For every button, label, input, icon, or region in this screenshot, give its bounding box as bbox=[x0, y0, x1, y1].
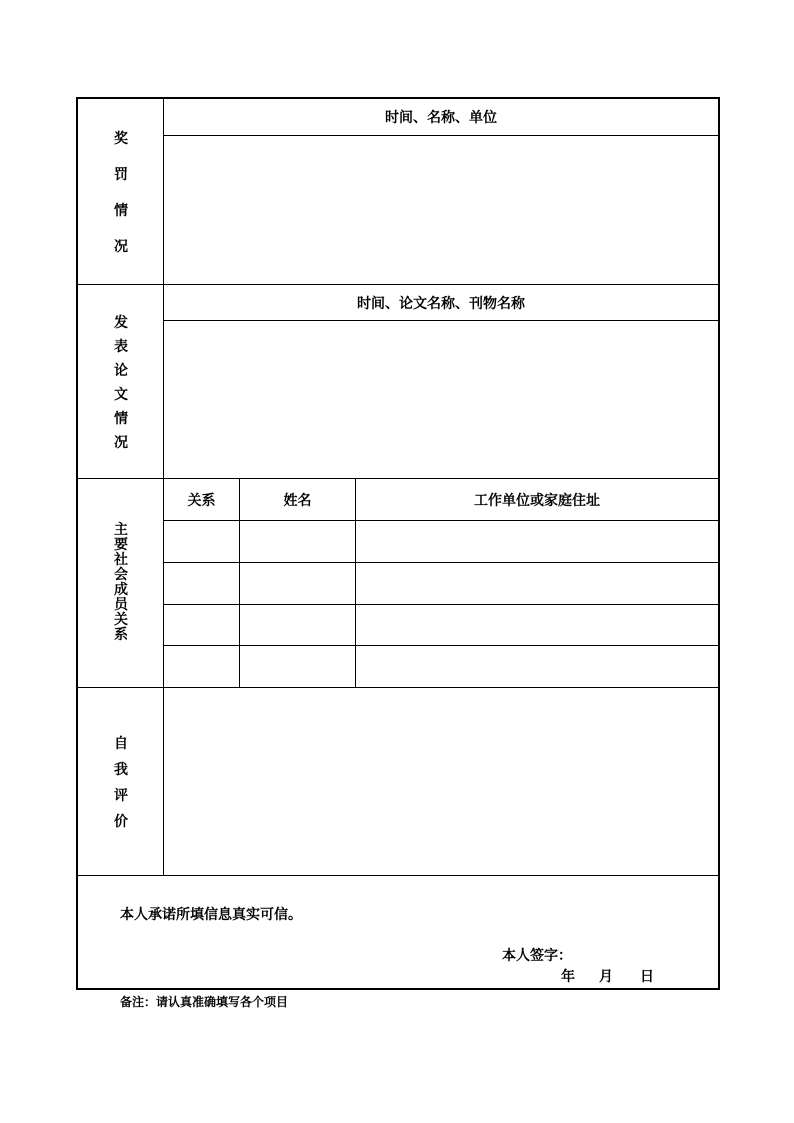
signature-label: 本人签字： bbox=[502, 948, 572, 964]
self-eval-label-char: 评 bbox=[114, 787, 128, 804]
family-cell[interactable] bbox=[356, 563, 718, 604]
awards-label-char: 奖 bbox=[114, 130, 128, 147]
date-month-label: 月 bbox=[599, 969, 613, 985]
self-eval-entry-area[interactable] bbox=[164, 688, 718, 875]
pledge-statement: 本人承诺所填信息真实可信。 bbox=[120, 907, 302, 923]
family-cell[interactable] bbox=[164, 646, 239, 687]
family-col-relation: 关系 bbox=[187, 492, 216, 509]
papers-entry-area[interactable] bbox=[164, 321, 718, 478]
papers-label-char: 发 bbox=[114, 314, 128, 331]
family-label-char: 成 bbox=[114, 582, 128, 598]
self-eval-label-char: 价 bbox=[114, 813, 128, 830]
family-label-char: 系 bbox=[114, 627, 128, 643]
self-eval-label-char: 我 bbox=[114, 761, 128, 778]
date-year-label: 年 bbox=[561, 969, 575, 985]
awards-label bbox=[78, 99, 164, 284]
family-cell[interactable] bbox=[240, 605, 355, 645]
papers-label-char: 情 bbox=[114, 410, 128, 427]
family-cell[interactable] bbox=[240, 646, 355, 687]
row-divider bbox=[78, 875, 718, 876]
papers-label-char: 况 bbox=[114, 434, 128, 451]
papers-label bbox=[78, 285, 164, 478]
papers-label-char: 表 bbox=[114, 338, 128, 355]
papers-header: 时间、论文名称、刊物名称 bbox=[357, 295, 525, 312]
family-cell[interactable] bbox=[240, 563, 355, 604]
family-label-char: 关 bbox=[114, 612, 128, 628]
family-label-char: 会 bbox=[114, 567, 128, 583]
family-cell[interactable] bbox=[356, 646, 718, 687]
self-eval-label bbox=[78, 688, 164, 875]
awards-label-char: 情 bbox=[114, 202, 128, 219]
papers-label-char: 论 bbox=[114, 362, 128, 379]
family-cell[interactable] bbox=[164, 605, 239, 645]
family-cell[interactable] bbox=[356, 521, 718, 562]
awards-label-char: 况 bbox=[114, 238, 128, 255]
family-label bbox=[78, 479, 164, 687]
papers-label-char: 文 bbox=[114, 386, 128, 403]
application-form-table bbox=[76, 97, 720, 990]
awards-header: 时间、名称、单位 bbox=[385, 110, 497, 126]
family-cell[interactable] bbox=[164, 521, 239, 562]
family-cell[interactable] bbox=[356, 605, 718, 645]
self-eval-label-char: 自 bbox=[114, 735, 128, 752]
signature-field[interactable] bbox=[578, 941, 698, 963]
awards-label-char: 罚 bbox=[114, 166, 128, 183]
family-label-char: 要 bbox=[114, 537, 128, 553]
footnote: 备注：请认真准确填写各个项目 bbox=[120, 995, 289, 1009]
family-label-char: 主 bbox=[114, 522, 128, 538]
family-label-char: 社 bbox=[114, 552, 128, 568]
family-col-address: 工作单位或家庭住址 bbox=[474, 492, 600, 509]
family-cell[interactable] bbox=[164, 563, 239, 604]
family-col-name: 姓名 bbox=[283, 492, 312, 509]
family-cell[interactable] bbox=[240, 521, 355, 562]
awards-entry-area[interactable] bbox=[164, 136, 718, 284]
date-day-label: 日 bbox=[640, 969, 654, 985]
family-label-char: 员 bbox=[114, 597, 128, 613]
